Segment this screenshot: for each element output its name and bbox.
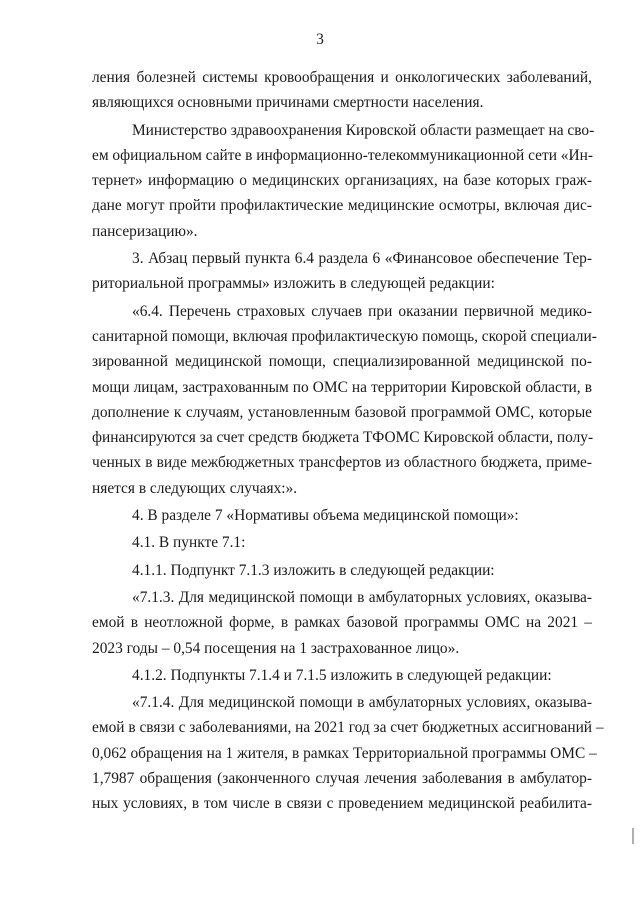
paragraph-7-1-3 [92,585,592,661]
text-line: ем официальном сайте в информационно-телекоммуникационной сети «Ин- [92,146,593,164]
text-line: дополнение к случаям, установленным базовой программой ОМС, которые [92,403,592,421]
text-line: 1,7987 обращения (законченного случая лечения заболевания в амбулатор- [92,770,592,788]
text-line: 2023 годы – 0,54 посещения на 1 застрахованное лицо». [92,639,460,657]
scan-edge-mark [632,828,634,844]
paragraph-item-3 [92,246,592,297]
text-line: «6.4. Перечень страховых случаев при оказании первичной медико- [132,302,592,320]
paragraph-item-4-1 [92,530,592,555]
text-line: санитарной помощи, включая профилактическую помощь, скорой специали- [92,327,597,345]
paragraph-7-1-4 [92,690,604,816]
text-line: 4.1. В пункте 7.1: [132,534,246,552]
text-line: ных условиях, в том числе в связи с проведением медицинской реабилита- [92,795,592,813]
text-line: мощи лицам, застрахованным по ОМС на территории Кировской области, в [92,378,592,396]
text-line: зированной медицинской помощи, специализированной медицинской по- [92,353,592,371]
paragraph-6-4 [92,299,597,501]
paragraph-item-4 [92,503,592,528]
paragraph-ministry-website [92,118,595,244]
text-line: ченных в виде межбюджетных трансфертов из областного бюджета, приме- [92,454,592,472]
document-body [92,65,604,819]
paragraph-item-4-1-2 [92,663,592,688]
text-line: «7.1.4. Для медицинской помощи в амбулаторных условиях, оказыва- [132,694,592,712]
text-line: финансируются за счет средств бюджета ТФОМС Кировской области, полу- [92,429,594,447]
text-line: 4.1.1. Подпункт 7.1.3 изложить в следующей редакции: [132,561,495,579]
paragraph-continuation [92,65,592,116]
text-line: 0,062 обращения на 1 жителя, в рамках Территориальной программы ОМС – [92,744,597,762]
page-number: 3 [316,31,324,48]
text-line: Министерство здравоохранения Кировской области размещает на сво- [132,121,595,139]
text-line: емой в связи с заболеваниями, на 2021 год за счет бюджетных ассигнований – [92,719,604,737]
text-line: няется в следующих случаях:». [92,479,298,497]
text-line: риториальной программы» изложить в следующей редакции: [92,275,495,293]
text-line: 4. В разделе 7 «Нормативы объема медицинской помощи»: [132,507,519,525]
text-line: дане могут пройти профилактические медицинские осмотры, включая дис- [92,197,592,215]
text-line: 3. Абзац первый пункта 6.4 раздела 6 «Финансовое обеспечение Тер- [132,250,592,268]
text-line: ления болезней системы кровообращения и онкологических заболеваний, [92,69,592,86]
text-line: емой в неотложной форме, в рамках базовой программы ОМС на 2021 – [92,614,592,632]
text-line: пансеризацию». [92,222,198,240]
text-line: «7.1.3. Для медицинской помощи в амбулаторных условиях, оказыва- [132,588,592,606]
paragraph-item-4-1-1 [92,558,592,583]
text-line: 4.1.2. Подпункты 7.1.4 и 7.1.5 изложить в следующей редакции: [132,666,552,684]
text-line: являющихся основными причинами смертности населения. [92,94,484,112]
text-line: тернет» информацию о медицинских организациях, на базе которых граж- [92,172,592,190]
